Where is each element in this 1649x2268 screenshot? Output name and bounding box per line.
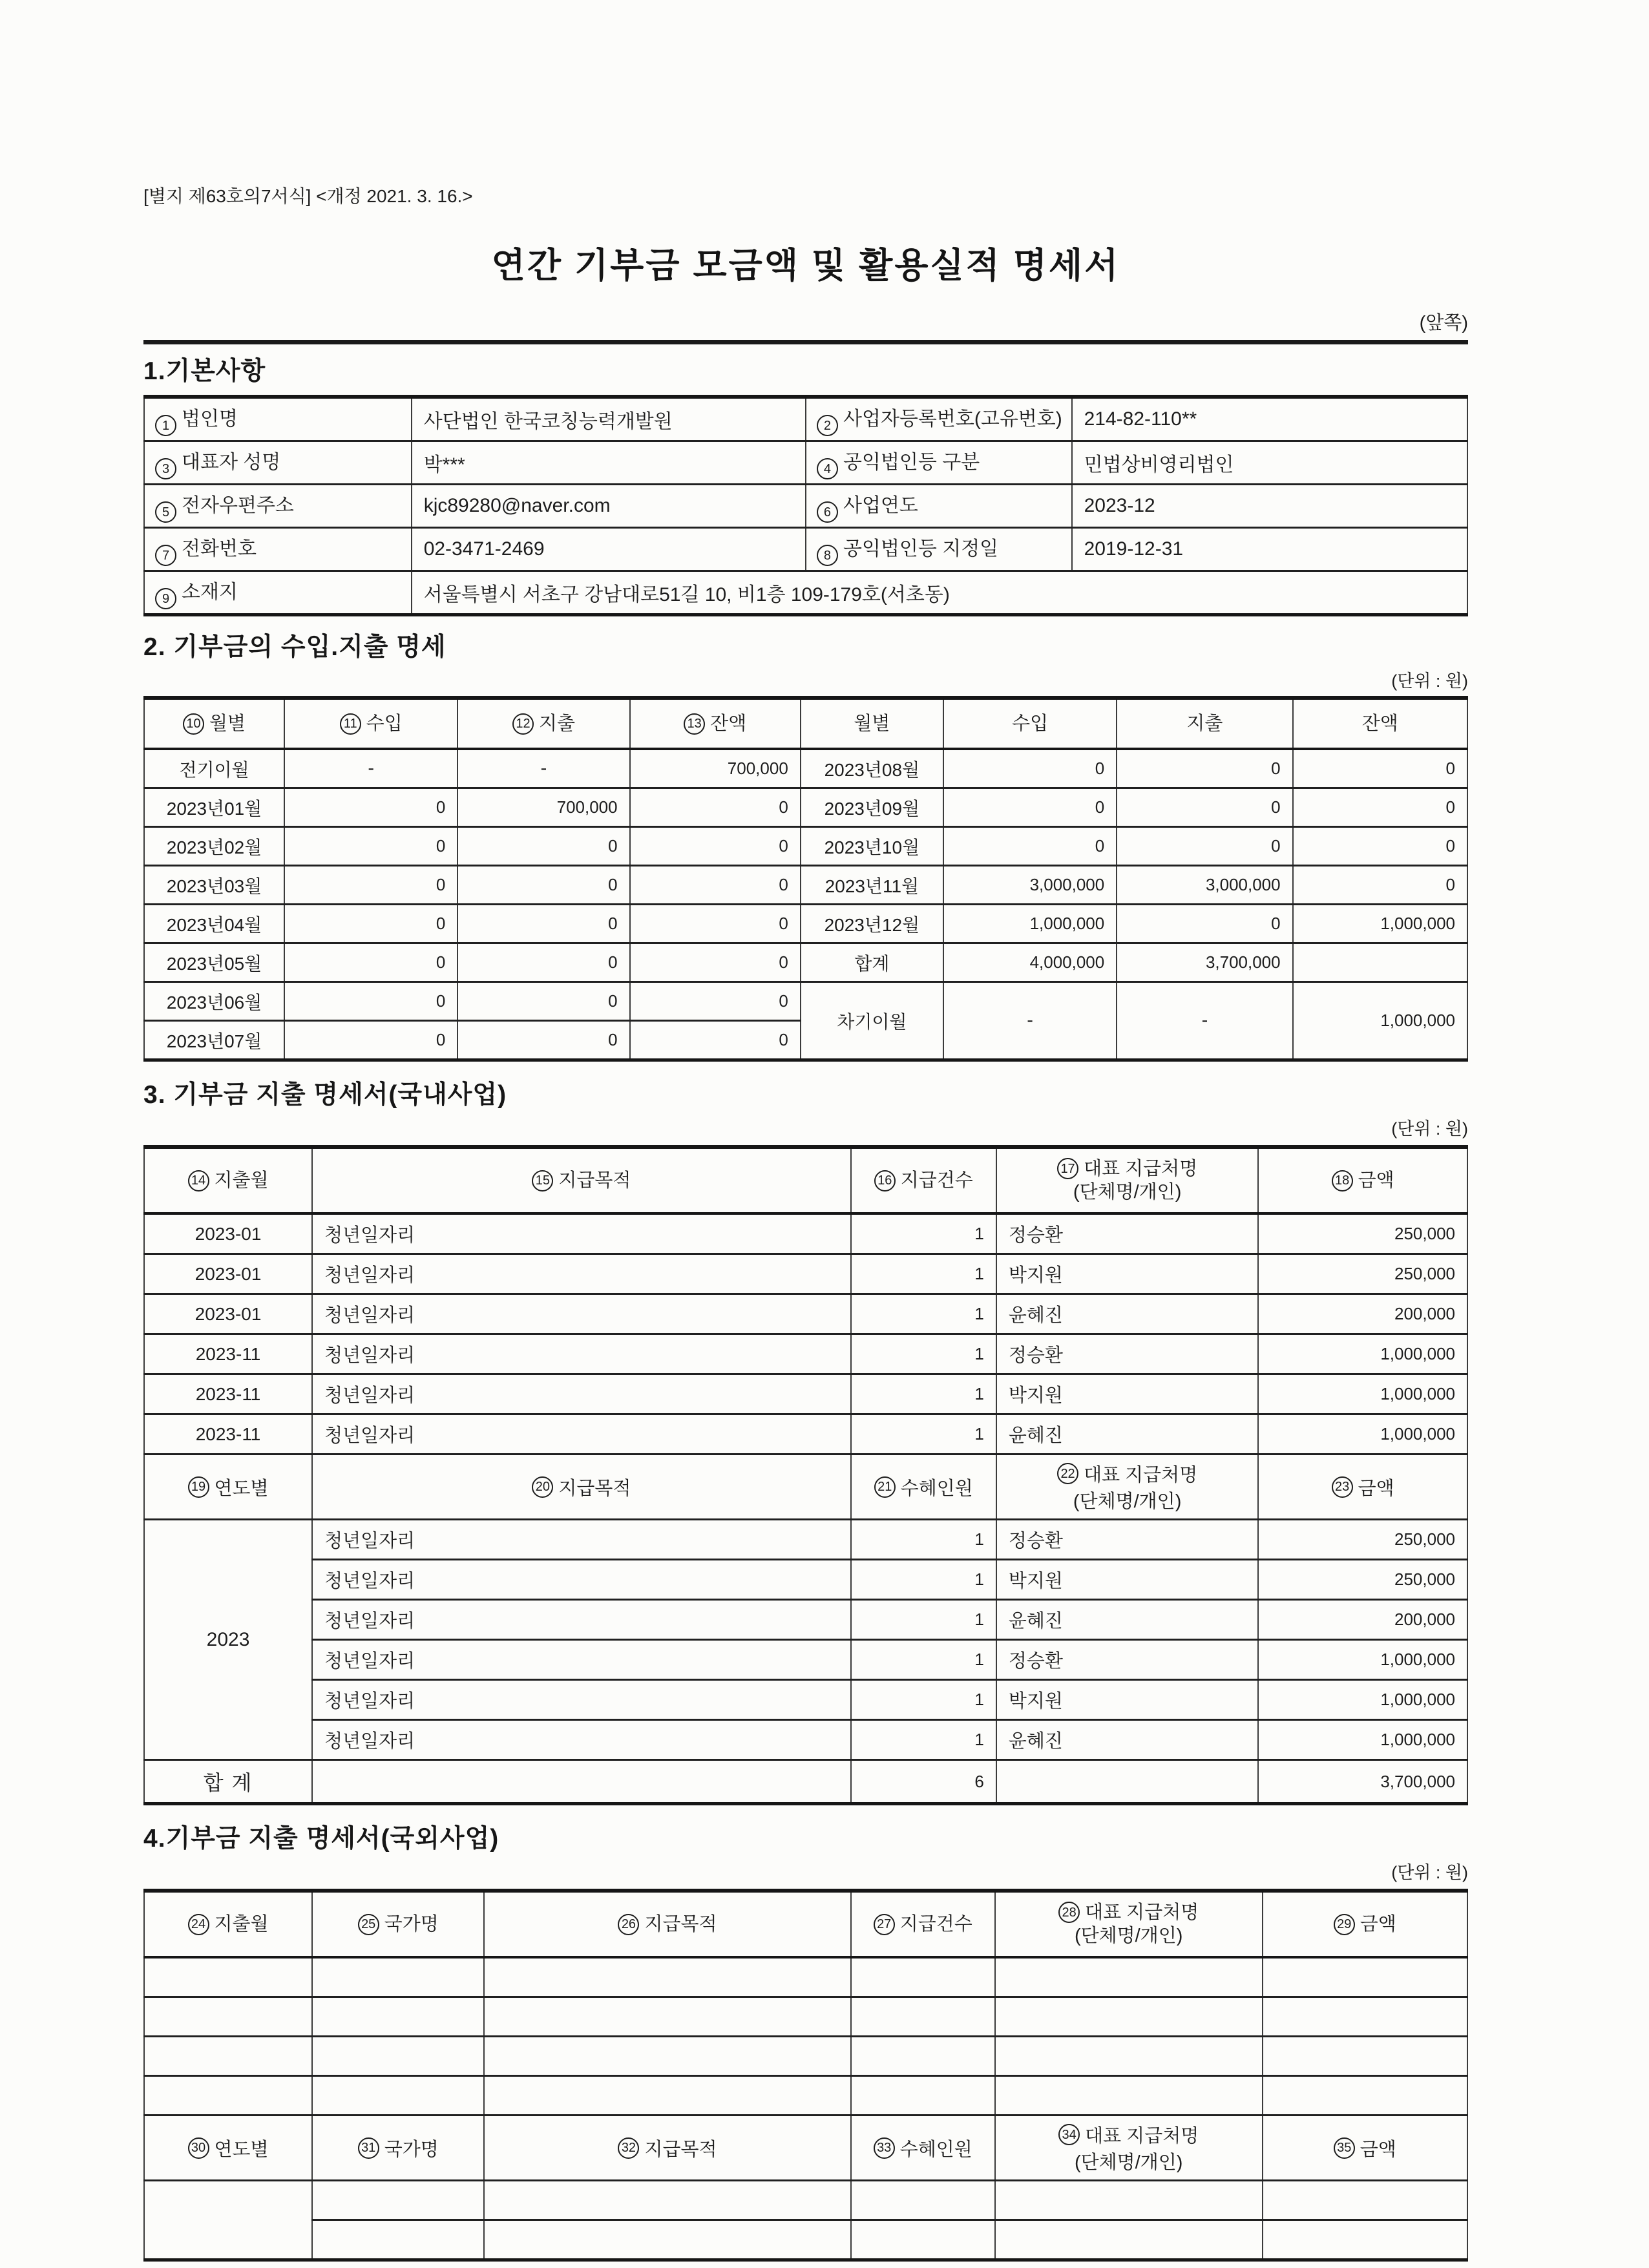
form-number-note: [별지 제63호의7서식] <개정 2021. 3. 16.> <box>143 186 473 206</box>
cell-month: 2023년12월 <box>801 905 943 943</box>
field-value: 2023-12 <box>1072 485 1467 528</box>
cell-amount: 0 <box>630 866 801 905</box>
column-header: 27 지급건수 <box>851 1891 995 1957</box>
overseas-expense-table <box>143 1889 1468 2262</box>
cell-month: 2023년03월 <box>144 866 284 905</box>
circled-number: 7 <box>155 545 176 566</box>
table-row <box>144 2181 1467 2220</box>
cell-amount: 0 <box>943 749 1117 788</box>
table-row <box>144 788 1467 827</box>
cell-empty <box>312 2076 484 2116</box>
field-value: 2019-12-31 <box>1072 528 1467 571</box>
column-header: 14 지출월 <box>144 1147 312 1213</box>
circled-number: 14 <box>188 1170 209 1192</box>
table-row <box>144 1640 1467 1680</box>
cell-empty <box>312 1957 484 1997</box>
cell-month: 2023-01 <box>144 1294 312 1334</box>
cell-amount: 0 <box>943 788 1117 827</box>
cell-count: 1 <box>851 1294 996 1334</box>
table-row <box>144 827 1467 866</box>
circled-number: 5 <box>155 501 176 523</box>
total-row <box>144 1760 1467 1804</box>
cell-payee: 윤혜진 <box>996 1414 1259 1454</box>
cell-empty <box>144 1997 312 2037</box>
cell-count: 1 <box>851 1720 996 1760</box>
cell-empty <box>995 2037 1263 2076</box>
cell-purpose: 청년일자리 <box>312 1374 851 1414</box>
cell-purpose: 청년일자리 <box>312 1334 851 1374</box>
circled-number: 9 <box>155 588 176 609</box>
domestic-expense-table <box>143 1145 1468 1805</box>
cell-amount: 1,000,000 <box>943 905 1117 943</box>
cell-amount: 700,000 <box>457 788 629 827</box>
header-row <box>144 2116 1467 2181</box>
cell-empty <box>995 2220 1263 2260</box>
cell-month: 2023년07월 <box>144 1021 284 1060</box>
column-header: 24 지출월 <box>144 1891 312 1957</box>
circled-number: 15 <box>532 1170 553 1192</box>
circled-number: 27 <box>874 1914 895 1935</box>
cell-empty <box>312 1997 484 2037</box>
cell-amount: 250,000 <box>1258 1560 1467 1600</box>
cell-amount: 0 <box>1293 827 1467 866</box>
cell-amount: 200,000 <box>1258 1294 1467 1334</box>
cell-amount: 0 <box>943 827 1117 866</box>
cell-empty <box>484 2181 850 2220</box>
column-header: 12 지출 <box>457 698 629 749</box>
cell-empty <box>312 2181 484 2220</box>
circled-number: 19 <box>188 1476 209 1498</box>
column-header: 지출 <box>1117 698 1292 749</box>
circled-number: 13 <box>684 713 705 735</box>
table-row <box>144 943 1467 982</box>
cell-count: 1 <box>851 1640 996 1680</box>
cell-month: 2023년05월 <box>144 943 284 982</box>
cell-total-label: 합 계 <box>144 1760 312 1804</box>
circled-number: 1 <box>155 415 176 436</box>
cell-month: 2023-11 <box>144 1414 312 1454</box>
cell-amount: 0 <box>457 866 629 905</box>
cell-empty <box>312 2037 484 2076</box>
cell-payee: 정승환 <box>996 1213 1259 1254</box>
cell-empty <box>1263 1957 1467 1997</box>
cell-amount: 1,000,000 <box>1293 905 1467 943</box>
cell-purpose: 청년일자리 <box>312 1254 851 1294</box>
table-row <box>144 1374 1467 1414</box>
cell-empty <box>144 2037 312 2076</box>
column-header: 13 잔액 <box>630 698 801 749</box>
table-row <box>144 1334 1467 1374</box>
table-row <box>144 397 1467 441</box>
field-label: 5 전자우편주소 <box>144 485 412 528</box>
field-label: 9 소재지 <box>144 571 412 615</box>
cell-month: 2023년04월 <box>144 905 284 943</box>
table-row <box>144 1213 1467 1254</box>
field-value: 02-3471-2469 <box>412 528 806 571</box>
column-header: 19 연도별 <box>144 1454 312 1520</box>
cell-amount: 0 <box>1117 749 1292 788</box>
section1-heading: 1.기본사항 <box>143 340 1468 387</box>
cell-carryover-label: 차기이월 <box>801 982 943 1060</box>
section2-heading: 2. 기부금의 수입.지출 명세 <box>143 633 446 661</box>
circled-number: 30 <box>188 2137 209 2159</box>
table-row <box>144 571 1467 615</box>
table-row <box>144 2220 1467 2260</box>
cell-amount: 0 <box>457 982 629 1021</box>
cell-total-label: 합계 <box>801 943 943 982</box>
cell-purpose: 청년일자리 <box>312 1720 851 1760</box>
cell-dash: - <box>284 749 457 788</box>
circled-number: 6 <box>817 501 838 523</box>
cell-empty <box>851 2220 995 2260</box>
cell-amount: 0 <box>284 827 457 866</box>
cell-amount: 0 <box>284 788 457 827</box>
circled-number: 35 <box>1334 2137 1355 2159</box>
cell-empty <box>484 2037 850 2076</box>
cell-empty <box>995 1957 1263 1997</box>
table-row <box>144 1680 1467 1720</box>
table-row <box>144 866 1467 905</box>
cell-amount: 0 <box>1117 788 1292 827</box>
column-header: 18 금액 <box>1258 1147 1467 1213</box>
cell-amount: 1,000,000 <box>1258 1374 1467 1414</box>
front-side-label: (앞쪽) <box>1419 313 1468 333</box>
cell-amount: 0 <box>457 905 629 943</box>
cell-month: 2023-01 <box>144 1213 312 1254</box>
cell-amount: 0 <box>630 982 801 1021</box>
cell-count: 1 <box>851 1680 996 1720</box>
column-header: 28 대표 지급처명 (단체명/개인) <box>995 1891 1263 1957</box>
cell-purpose: 청년일자리 <box>312 1680 851 1720</box>
cell-amount: 0 <box>1293 749 1467 788</box>
field-value: 민법상비영리법인 <box>1072 441 1467 485</box>
cell-month: 2023년06월 <box>144 982 284 1021</box>
circled-number: 12 <box>512 713 534 735</box>
table-row <box>144 1414 1467 1454</box>
field-value: 사단법인 한국코칭능력개발원 <box>412 397 806 441</box>
table-row <box>144 528 1467 571</box>
cell-count: 1 <box>851 1560 996 1600</box>
circled-number: 16 <box>874 1170 896 1192</box>
cell-count: 1 <box>851 1600 996 1640</box>
column-header: 잔액 <box>1293 698 1467 749</box>
cell-empty <box>851 1957 995 1997</box>
column-header: 29 금액 <box>1263 1891 1467 1957</box>
circled-number: 4 <box>817 458 838 479</box>
table-row <box>144 1720 1467 1760</box>
table-row <box>144 2076 1467 2116</box>
section4-heading: 4.기부금 지출 명세서(국외사업) <box>143 1825 499 1853</box>
cell-amount: 1,000,000 <box>1258 1640 1467 1680</box>
cell-amount: 0 <box>284 943 457 982</box>
cell-count: 6 <box>851 1760 996 1804</box>
cell-amount: 1,000,000 <box>1258 1414 1467 1454</box>
unit-label: (단위 : 원) <box>1391 671 1468 691</box>
circled-number: 17 <box>1057 1158 1078 1179</box>
field-label: 6 사업연도 <box>806 485 1072 528</box>
section3-heading: 3. 기부금 지출 명세서(국내사업) <box>143 1081 507 1109</box>
field-label: 2 사업자등록번호(고유번호) <box>806 397 1072 441</box>
table-row <box>144 1294 1467 1334</box>
cell-empty <box>1263 2220 1467 2260</box>
cell-month: 2023년09월 <box>801 788 943 827</box>
cell-count: 1 <box>851 1254 996 1294</box>
cell-purpose: 청년일자리 <box>312 1600 851 1640</box>
cell-month: 2023-11 <box>144 1334 312 1374</box>
circled-number: 25 <box>358 1914 379 1935</box>
cell-amount: 0 <box>1293 866 1467 905</box>
circled-number: 20 <box>532 1476 553 1498</box>
cell-month: 2023년02월 <box>144 827 284 866</box>
cell-month: 2023-11 <box>144 1374 312 1414</box>
circled-number: 21 <box>874 1476 896 1498</box>
cell-empty <box>851 2037 995 2076</box>
column-header: 월별 <box>801 698 943 749</box>
cell-payee: 윤혜진 <box>996 1720 1259 1760</box>
cell-empty <box>144 2076 312 2116</box>
cell-month: 2023년10월 <box>801 827 943 866</box>
cell-empty <box>995 1997 1263 2037</box>
cell-empty <box>851 1997 995 2037</box>
header-row <box>144 1891 1467 1957</box>
field-label: 1 법인명 <box>144 397 412 441</box>
cell-month: 2023년08월 <box>801 749 943 788</box>
cell-empty <box>1263 2181 1467 2220</box>
cell-amount: 0 <box>284 982 457 1021</box>
circled-number: 2 <box>817 415 838 436</box>
cell-payee: 윤혜진 <box>996 1600 1259 1640</box>
cell-payee: 박지원 <box>996 1560 1259 1600</box>
circled-number: 29 <box>1334 1914 1355 1935</box>
circled-number: 18 <box>1332 1170 1353 1192</box>
circled-number: 33 <box>874 2137 895 2159</box>
column-header: 33 수혜인원 <box>851 2116 995 2181</box>
table-row <box>144 1600 1467 1640</box>
header-row <box>144 698 1467 749</box>
table-row <box>144 1560 1467 1600</box>
cell-count: 1 <box>851 1213 996 1254</box>
table-row <box>144 749 1467 788</box>
cell-amount: 0 <box>630 905 801 943</box>
circled-number: 10 <box>183 713 204 735</box>
cell-empty <box>484 2076 850 2116</box>
table-row <box>144 1520 1467 1560</box>
header-row <box>144 1147 1467 1213</box>
cell-amount: 700,000 <box>630 749 801 788</box>
cell-month: 2023년11월 <box>801 866 943 905</box>
cell-purpose: 청년일자리 <box>312 1640 851 1680</box>
cell-amount: 1,000,000 <box>1293 982 1467 1060</box>
table-row <box>144 2037 1467 2076</box>
field-label: 3 대표자 성명 <box>144 441 412 485</box>
cell-purpose: 청년일자리 <box>312 1520 851 1560</box>
cell-amount: 0 <box>457 1021 629 1060</box>
table-row <box>144 1957 1467 1997</box>
cell-amount: 3,700,000 <box>1117 943 1292 982</box>
table-row <box>144 1254 1467 1294</box>
cell-amount: 0 <box>284 1021 457 1060</box>
cell-empty <box>995 2181 1263 2220</box>
circled-number: 3 <box>155 458 176 479</box>
column-header: 10 월별 <box>144 698 284 749</box>
cell-purpose: 청년일자리 <box>312 1294 851 1334</box>
circled-number: 28 <box>1058 1902 1080 1923</box>
cell-payee: 정승환 <box>996 1640 1259 1680</box>
column-header: 23 금액 <box>1258 1454 1467 1520</box>
column-header: 30 연도별 <box>144 2116 312 2181</box>
cell-empty <box>484 1997 850 2037</box>
field-label: 7 전화번호 <box>144 528 412 571</box>
cell-purpose: 청년일자리 <box>312 1213 851 1254</box>
field-value: kjc89280@naver.com <box>412 485 806 528</box>
circled-number: 24 <box>188 1914 209 1935</box>
cell-payee: 박지원 <box>996 1374 1259 1414</box>
field-label: 8 공익법인등 지정일 <box>806 528 1072 571</box>
cell-purpose: 청년일자리 <box>312 1560 851 1600</box>
cell-payee: 박지원 <box>996 1680 1259 1720</box>
cell-empty <box>1293 943 1467 982</box>
table-row <box>144 1997 1467 2037</box>
column-header: 34 대표 지급처명 (단체명/개인) <box>995 2116 1263 2181</box>
cell-empty <box>1263 1997 1467 2037</box>
circled-number: 22 <box>1057 1463 1078 1484</box>
field-label: 4 공익법인등 구분 <box>806 441 1072 485</box>
cell-amount: 0 <box>630 1021 801 1060</box>
column-header: 15 지급목적 <box>312 1147 851 1213</box>
column-header: 11 수입 <box>284 698 457 749</box>
column-header: 16 지급건수 <box>851 1147 996 1213</box>
cell-amount: 0 <box>1117 827 1292 866</box>
column-header: 수입 <box>943 698 1117 749</box>
page-title: 연간 기부금 모금액 및 활용실적 명세서 <box>491 246 1120 285</box>
cell-amount: 0 <box>457 827 629 866</box>
cell-month: 2023-01 <box>144 1254 312 1294</box>
cell-empty <box>312 1760 851 1804</box>
cell-amount: 0 <box>630 788 801 827</box>
circled-number: 34 <box>1058 2124 1080 2145</box>
income-expense-table <box>143 696 1468 1062</box>
circled-number: 32 <box>618 2137 639 2159</box>
column-header: 20 지급목적 <box>312 1454 851 1520</box>
table-row <box>144 905 1467 943</box>
cell-year: 2023 <box>144 1520 312 1760</box>
cell-amount: 0 <box>284 905 457 943</box>
cell-dash: - <box>1117 982 1292 1060</box>
unit-label: (단위 : 원) <box>1391 1863 1468 1882</box>
cell-count: 1 <box>851 1374 996 1414</box>
cell-amount: 250,000 <box>1258 1213 1467 1254</box>
column-header: 21 수혜인원 <box>851 1454 996 1520</box>
circled-number: 31 <box>358 2137 379 2159</box>
unit-label: (단위 : 원) <box>1391 1119 1468 1139</box>
cell-amount: 0 <box>457 943 629 982</box>
cell-amount: 4,000,000 <box>943 943 1117 982</box>
cell-count: 1 <box>851 1520 996 1560</box>
cell-purpose: 청년일자리 <box>312 1414 851 1454</box>
table-row <box>144 441 1467 485</box>
cell-count: 1 <box>851 1414 996 1454</box>
cell-amount: 0 <box>630 943 801 982</box>
cell-empty <box>312 2220 484 2260</box>
cell-empty <box>1263 2076 1467 2116</box>
cell-empty <box>484 2220 850 2260</box>
field-value: 박*** <box>412 441 806 485</box>
basic-info-table <box>143 395 1468 616</box>
cell-dash: - <box>943 982 1117 1060</box>
header-row <box>144 1454 1467 1520</box>
table-row <box>144 982 1467 1021</box>
field-value: 서울특별시 서초구 강남대로51길 10, 비1층 109-179호(서초동) <box>412 571 1467 615</box>
cell-amount: 1,000,000 <box>1258 1334 1467 1374</box>
cell-payee: 박지원 <box>996 1254 1259 1294</box>
cell-amount: 0 <box>1117 905 1292 943</box>
circled-number: 11 <box>340 713 361 735</box>
cell-empty <box>851 2076 995 2116</box>
cell-empty <box>144 2181 312 2260</box>
circled-number: 8 <box>817 545 838 566</box>
cell-dash: - <box>457 749 629 788</box>
cell-payee: 정승환 <box>996 1334 1259 1374</box>
column-header: 22 대표 지급처명 (단체명/개인) <box>996 1454 1259 1520</box>
cell-empty <box>996 1760 1259 1804</box>
cell-empty <box>995 2076 1263 2116</box>
cell-amount: 250,000 <box>1258 1520 1467 1560</box>
table-row <box>144 485 1467 528</box>
column-header: 35 금액 <box>1263 2116 1467 2181</box>
cell-amount: 0 <box>284 866 457 905</box>
field-value: 214-82-110** <box>1072 397 1467 441</box>
cell-month: 전기이월 <box>144 749 284 788</box>
column-header: 26 지급목적 <box>484 1891 850 1957</box>
cell-amount: 0 <box>1293 788 1467 827</box>
cell-amount: 3,000,000 <box>943 866 1117 905</box>
cell-amount: 0 <box>630 827 801 866</box>
cell-amount: 250,000 <box>1258 1254 1467 1294</box>
cell-amount: 3,700,000 <box>1258 1760 1467 1804</box>
form-content <box>143 0 1468 2262</box>
cell-payee: 정승환 <box>996 1520 1259 1560</box>
circled-number: 23 <box>1332 1476 1353 1498</box>
cell-payee: 윤혜진 <box>996 1294 1259 1334</box>
column-header: 31 국가명 <box>312 2116 484 2181</box>
circled-number: 26 <box>618 1914 639 1935</box>
cell-empty <box>851 2181 995 2220</box>
cell-amount: 200,000 <box>1258 1600 1467 1640</box>
cell-empty <box>144 1957 312 1997</box>
cell-count: 1 <box>851 1334 996 1374</box>
cell-amount: 1,000,000 <box>1258 1720 1467 1760</box>
cell-amount: 3,000,000 <box>1117 866 1292 905</box>
cell-month: 2023년01월 <box>144 788 284 827</box>
cell-empty <box>484 1957 850 1997</box>
column-header: 17 대표 지급처명 (단체명/개인) <box>996 1147 1259 1213</box>
column-header: 32 지급목적 <box>484 2116 850 2181</box>
cell-empty <box>1263 2037 1467 2076</box>
cell-amount: 1,000,000 <box>1258 1680 1467 1720</box>
column-header: 25 국가명 <box>312 1891 484 1957</box>
